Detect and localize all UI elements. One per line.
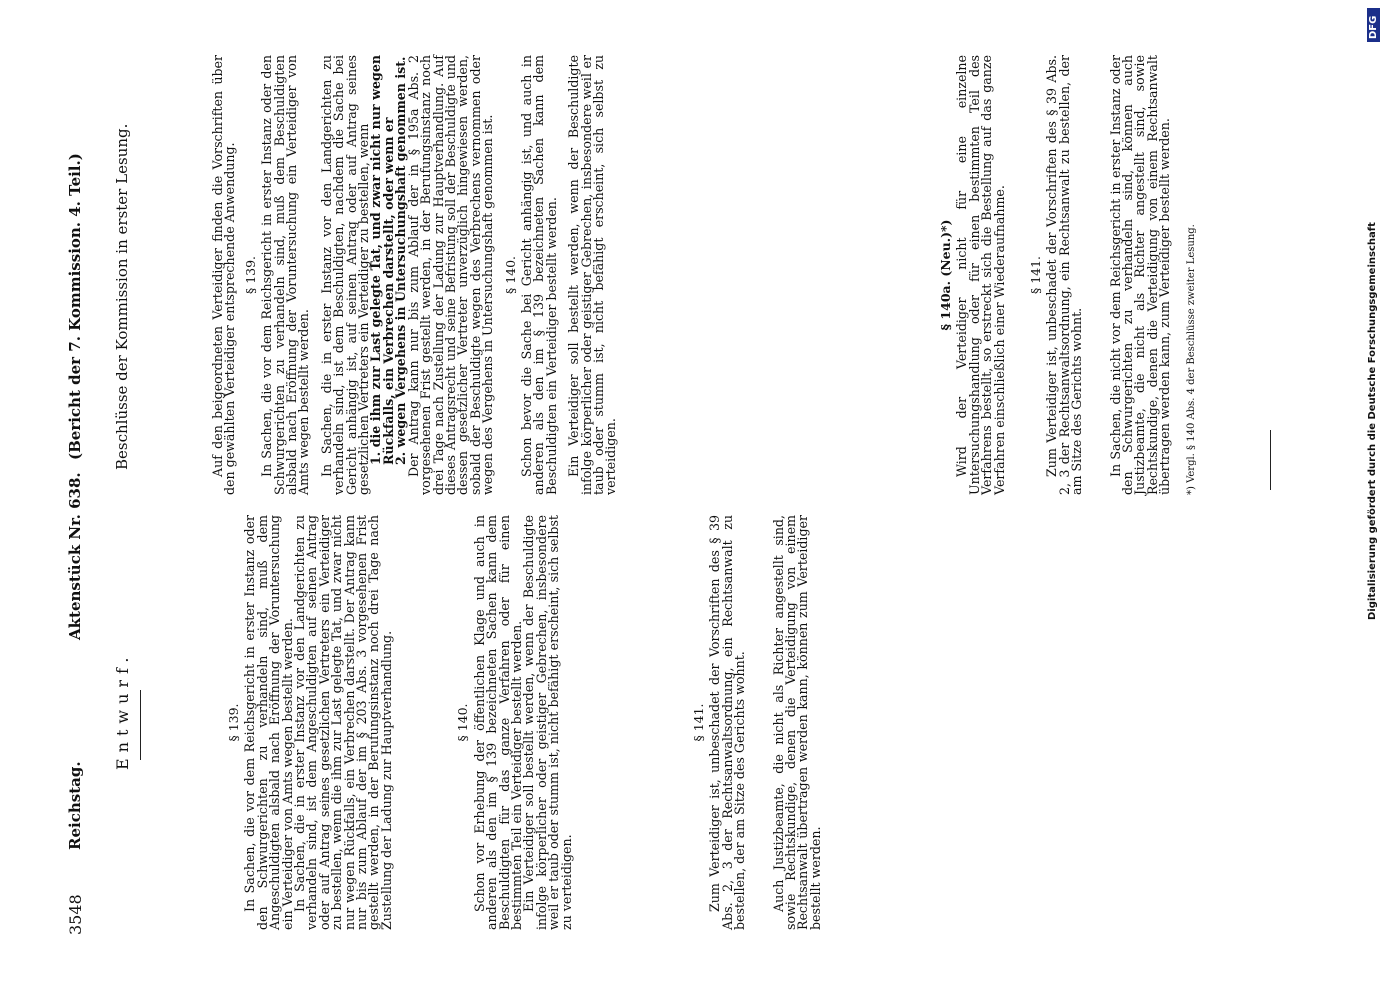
commission-s139-heading: § 139. <box>242 255 258 295</box>
digitization-note: Digitalisierung gefördert durch die Deutsche Forschungsgemeinschaft <box>1367 222 1378 620</box>
draft-s139-p1: In Sachen, die vor dem Reichsgericht in erster Instanz oder den Schwurgerichten zu verhandeln sind, muß dem Angeschuldigten alsbald nach Eröffnung der Voruntersuchung ein Verteidiger von Amts wegen bestellt werden. <box>242 515 295 930</box>
commission-s139-p1: In Sachen, die vor dem Reichsgericht in erster Instanz oder den Schwurgerichten zu verhandeln sind, muß dem Beschuldigten alsbald nach Eröffnung der Voruntersuchung ein Verteidiger von Amts wegen bestellt werden. <box>259 55 312 495</box>
page-number: 3548 <box>66 894 85 935</box>
draft-s141-p2: Auch Justizbeamte, die nicht als Richter angestellt sind, sowie Rechtskundige, denen die Verteidigung von einem Rechtsanwalt übertragen werden kann, können zum Verteidiger bestellt werden. <box>770 515 823 930</box>
commission-column <box>212 55 618 495</box>
commission-column-title: Beschlüsse der Kommission in erster Lesung. <box>113 123 131 470</box>
commission-column-lower <box>940 55 1197 495</box>
draft-s139-heading: § 139. <box>226 703 241 742</box>
commission-s140-heading: § 140. <box>502 255 518 295</box>
commission-intro: Auf den beigeordneten Verteidiger finden die Vorschriften über den gewählten Verteidiger entsprechende Anwendung. <box>210 55 238 495</box>
commission-s141-p2: In Sachen, die nicht vor dem Reichsgericht in erster Instanz oder den Schwurgerichten zu verhandeln sind, können auch Justizbeamte, die nicht als Richter angestellt sind, sowie Rechtskundige, denen die Verteidigung von einem Rechtsanwalt übertragen werden kann, zum Verteidiger bestellt werden. <box>1107 55 1173 495</box>
commission-s140-p1: Schon bevor die Sache bei Gericht anhängig ist, und auch in anderen als den im § 139 bezeichneten Sachen kann dem Beschuldigten ein Verteidiger bestellt werden. <box>518 55 559 495</box>
draft-column <box>228 515 822 930</box>
draft-s140-heading: § 140. <box>455 703 471 742</box>
commission-s141-p1: Zum Verteidiger ist, unbeschadet der Vorschriften des § 39 Abs. 2, 3 der Rechtsanwaltsordnung, ein Rechtsanwalt zu bestellen, der am Sitze des Gerichts wohnt. <box>1044 55 1085 495</box>
commission-s139-item2: 2. wegen Vergehens in Untersuchungshaft genommen ist. <box>393 56 409 465</box>
header-document: Aktenstück Nr. 638. <box>66 472 84 640</box>
draft-s139-p2: In Sachen, die in erster Instanz vor den Landgerichten zu verhandeln sind, ist dem Angeschuldigten auf seinen Antrag oder auf Antrag seines gesetzlichen Vertreters ein Verteidiger zu bestellen, wenn die ihm zur Last gelegte Tat, und zwar nicht nur wegen Rückfalls, ein Verbrechen darstellt. Der Antrag kann nur bis zum Ablauf der im § 203 Abs. 3 vorgesehenen Frist gestellt werden, in der Berufungsinstanz noch drei Tage nach Zustellung der Ladung zur Hauptverhandlung. <box>292 515 394 930</box>
commission-s140-p2: Ein Verteidiger soll bestellt werden, wenn der Beschuldigte infolge körperlicher oder geistiger Gebrechen, insbesondere weil er taub oder stumm ist, nicht befähigt erscheint, sich selbst zu verteidigen. <box>566 55 619 495</box>
commission-s139-p3: Der Antrag kann nur bis zum Ablauf der in § 195a Abs. 2 vorgesehenen Frist gestellt werden, in der Berufungsinstanz noch drei Tage nach Zustellung der Ladung zur Hauptverhandlung. Auf dieses Antragsrecht und seine Befristung soll der Beschuldigte und dessen gesetzlicher Vertreter unverzüglich hingewiesen werden, sobald der Beschuldigte wegen des Verbrechens vernommen oder wegen des Vergehens in Untersuchungshaft genommen ist. <box>405 55 496 495</box>
header-report: (Bericht der 7. Kommission. 4. Teil.) <box>66 153 84 460</box>
header-parliament: Reichstag. <box>66 761 84 850</box>
dfg-logo: DFG <box>1367 8 1380 42</box>
draft-s140-p2: Ein Verteidiger soll bestellt werden, wenn der Beschuldigte infolge körperlicher oder geistiger Gebrechen, insbesondere weil er taub oder stumm ist, nicht befähigt erscheint, sich selbst zu verteidigen. <box>521 515 574 930</box>
draft-s141-p1: Zum Verteidiger ist, unbeschadet der Vorschriften des § 39 Abs. 2, 3 der Rechtsanwaltsordnung, ein Rechtsanwalt zu bestellen, der am Sitze des Gerichts wohnt. <box>707 515 748 930</box>
footnote-separator <box>1270 430 1271 490</box>
commission-s139-item1: 1. die ihm zur Last gelegte Tat, und zwar nicht nur wegen Rückfalls, ein Verbrechen darstellt, oder wenn er <box>368 55 396 465</box>
commission-s140a-p1: Wird der Verteidiger nicht für eine einzelne Untersuchungshandlung oder für einen bestimmten Teil des Verfahrens bestellt, so erstreckt sich die Bestellung auf das ganze Verfahren einschließlich einer Wiederaufnahme. <box>954 55 1007 495</box>
draft-s140-p1: Schon vor Erhebung der öffentlichen Klage und auch in anderen als den im § 139 bezeichneten Sachen kann dem Beschuldigten für das ganze Verfahren oder für einen bestimmten Teil ein Verteidiger bestellt werden. <box>471 515 524 930</box>
commission-s141-heading: § 141. <box>1028 255 1044 295</box>
draft-s141-heading: § 141. <box>690 703 706 742</box>
commission-s140a-heading: § 140a. (Neu.)*) <box>938 219 953 331</box>
title-underline <box>140 690 141 760</box>
commission-footnote: *) Vergl. § 140 Abs. 4 der Beschlüsse zweiter Lesung. <box>1185 224 1197 495</box>
commission-s139-p2: In Sachen, die in erster Instanz vor den Landgerichten zu verhandeln sind, ist dem Beschuldigten, nachdem die Sache bei Gericht anhängig ist, auf seinen Antrag oder auf Antrag seines gesetzlichen Vertreters ein Verteidiger zu bestellen, wenn <box>318 55 372 495</box>
draft-column-title: Entwurf. <box>113 651 132 770</box>
